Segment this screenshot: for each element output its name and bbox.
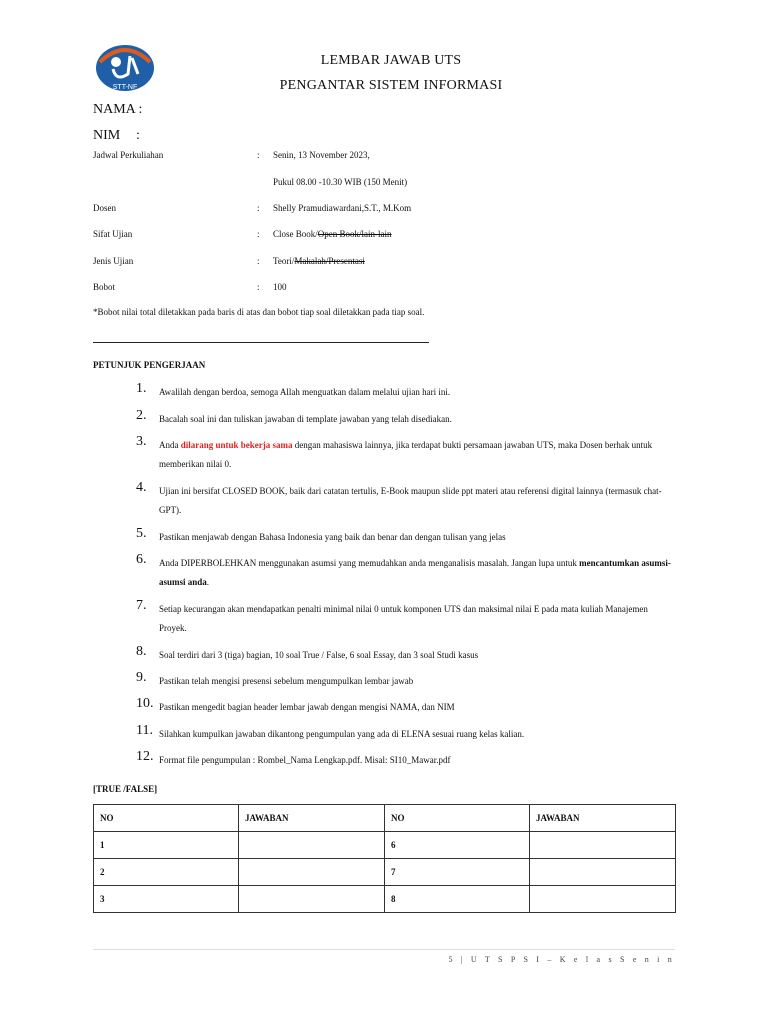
list-item: Anda DIPERBOLEHKAN menggunakan asumsi yang memudahkan anda menganalisis masalah. Jangan lupa untuk mencantumkan asumsi-asumsi anda.	[159, 558, 671, 587]
list-number: 6.	[136, 552, 147, 567]
info-colon: :	[257, 229, 260, 239]
nama-label: NAMA :	[93, 102, 143, 117]
list-item: Soal terdiri dari 3 (tiga) bagian, 10 soal True / False, 6 soal Essay, dan 3 soal Studi kasus	[159, 650, 479, 660]
list-item: Anda dilarang untuk bekerja sama dengan mahasiswa lainnya, jika terdapat bukti persamaan jawaban UTS, maka Dosen berhak untuk memberikan nilai 0.	[159, 440, 653, 469]
info-value-jenis	[273, 256, 365, 266]
info-colon: :	[257, 150, 260, 160]
info-colon: :	[257, 282, 260, 292]
list-number: 1.	[136, 381, 147, 396]
info-label-jenis: Jenis Ujian	[93, 256, 134, 266]
info-colon: :	[257, 256, 260, 266]
page-footer: 5 | U T S P S I – K e l a s S e n i n	[448, 955, 675, 964]
info-value-jadwal: Senin, 13 November 2023,	[273, 150, 370, 160]
list-number: 10.	[136, 696, 154, 711]
petunjuk-heading: PETUNJUK PENGERJAAN	[93, 360, 206, 370]
list-item: Pastikan telah mengisi presensi sebelum mengumpulkan lembar jawab	[159, 676, 414, 686]
divider-line	[93, 342, 429, 343]
list-item: Awalilah dengan berdoa, semoga Allah menguatkan dalam melalui ujian hari ini.	[159, 387, 451, 397]
question-number: 3	[94, 886, 239, 913]
list-number: 8.	[136, 644, 147, 659]
list-number: 5.	[136, 526, 147, 541]
list-number: 9.	[136, 670, 147, 685]
document-title: LEMBAR JAWAB UTS	[320, 53, 462, 68]
info-label-dosen: Dosen	[93, 203, 116, 213]
list-item: Pastikan menjawab dengan Bahasa Indonesia yang baik dan benar dan dengan tulisan yang jelas	[159, 532, 506, 542]
logo-text: STT-NF	[112, 84, 138, 91]
answer-cell[interactable]	[530, 886, 676, 913]
info-label-jadwal: Jadwal Perkuliahan	[93, 150, 164, 160]
list-item: Format file pengumpulan : Rombel_Nama Lengkap.pdf. Misal: SI10_Mawar.pdf	[159, 755, 451, 765]
list-number: 2.	[136, 408, 147, 423]
nim-colon: :	[136, 128, 140, 143]
list-item: Silahkan kumpulkan jawaban dikantong pengumpulan yang ada di ELENA sesuai ruang kelas kalian.	[159, 729, 525, 739]
warning-text: dilarang untuk bekerja sama	[180, 440, 293, 450]
list-item: Bacalah soal ini dan tuliskan jawaban di template jawaban yang telah disediakan.	[159, 414, 452, 424]
column-header-jawaban: JAWABAN	[530, 805, 676, 832]
column-header-jawaban: JAWABAN	[239, 805, 385, 832]
jenis-struck: Makalah/Presentasi	[294, 256, 365, 266]
answer-cell[interactable]	[239, 859, 385, 886]
table-row	[94, 859, 676, 886]
question-number: 1	[94, 832, 239, 859]
table-row	[94, 832, 676, 859]
list-item: Pastikan mengedit bagian header lembar jawab dengan mengisi NAMA, dan NIM	[159, 702, 455, 712]
course-title: PENGANTAR SISTEM INFORMASI	[279, 78, 503, 93]
jenis-plain: Teori/	[273, 256, 295, 266]
answer-cell[interactable]	[530, 832, 676, 859]
bobot-note: *Bobot nilai total diletakkan pada baris di atas dan bobot tiap soal diletakkan pada tiap soal.	[93, 307, 425, 317]
info-value-bobot: 100	[273, 282, 287, 292]
info-value-sifat	[273, 229, 392, 239]
list-number: 7.	[136, 598, 147, 613]
answer-cell[interactable]	[239, 832, 385, 859]
question-number: 6	[385, 832, 530, 859]
info-colon: :	[257, 203, 260, 213]
table-row	[94, 886, 676, 913]
list-number: 11.	[136, 723, 153, 738]
emphasis-text: mencantumkan asumsi-asumsi anda	[159, 558, 671, 587]
answer-cell[interactable]	[530, 859, 676, 886]
info-value-dosen: Shelly Pramudiawardani,S.T., M.Kom	[273, 203, 412, 213]
truefalse-heading: [TRUE /FALSE]	[93, 784, 158, 794]
list-item: Ujian ini bersifat CLOSED BOOK, baik dari catatan tertulis, E-Book maupun slide ppt materi atau referensi digital lainnya (termasuk chat-GPT).	[159, 486, 662, 515]
answer-cell[interactable]	[239, 886, 385, 913]
question-number: 8	[385, 886, 530, 913]
list-item: Setiap kecurangan akan mendapatkan penalti minimal nilai 0 untuk komponen UTS dan maksimal nilai E pada mata kuliah Manajemen Proyek.	[159, 604, 648, 633]
question-number: 2	[94, 859, 239, 886]
info-value-pukul: Pukul 08.00 -10.30 WIB (150 Menit)	[273, 177, 408, 187]
list-number: 12.	[136, 749, 154, 764]
list-number: 3.	[136, 434, 147, 449]
column-header-no: NO	[94, 805, 239, 832]
list-number: 4.	[136, 480, 147, 495]
footer-divider	[93, 949, 675, 950]
info-label-bobot: Bobot	[93, 282, 116, 292]
truefalse-answer-table	[93, 804, 676, 913]
sifat-struck: Open Book/lain-lain	[317, 229, 392, 239]
info-label-sifat: Sifat Ujian	[93, 229, 133, 239]
table-header-row	[94, 805, 676, 832]
column-header-no: NO	[385, 805, 530, 832]
question-number: 7	[385, 859, 530, 886]
sifat-plain: Close Book/	[273, 229, 318, 239]
nim-label: NIM	[93, 128, 121, 143]
